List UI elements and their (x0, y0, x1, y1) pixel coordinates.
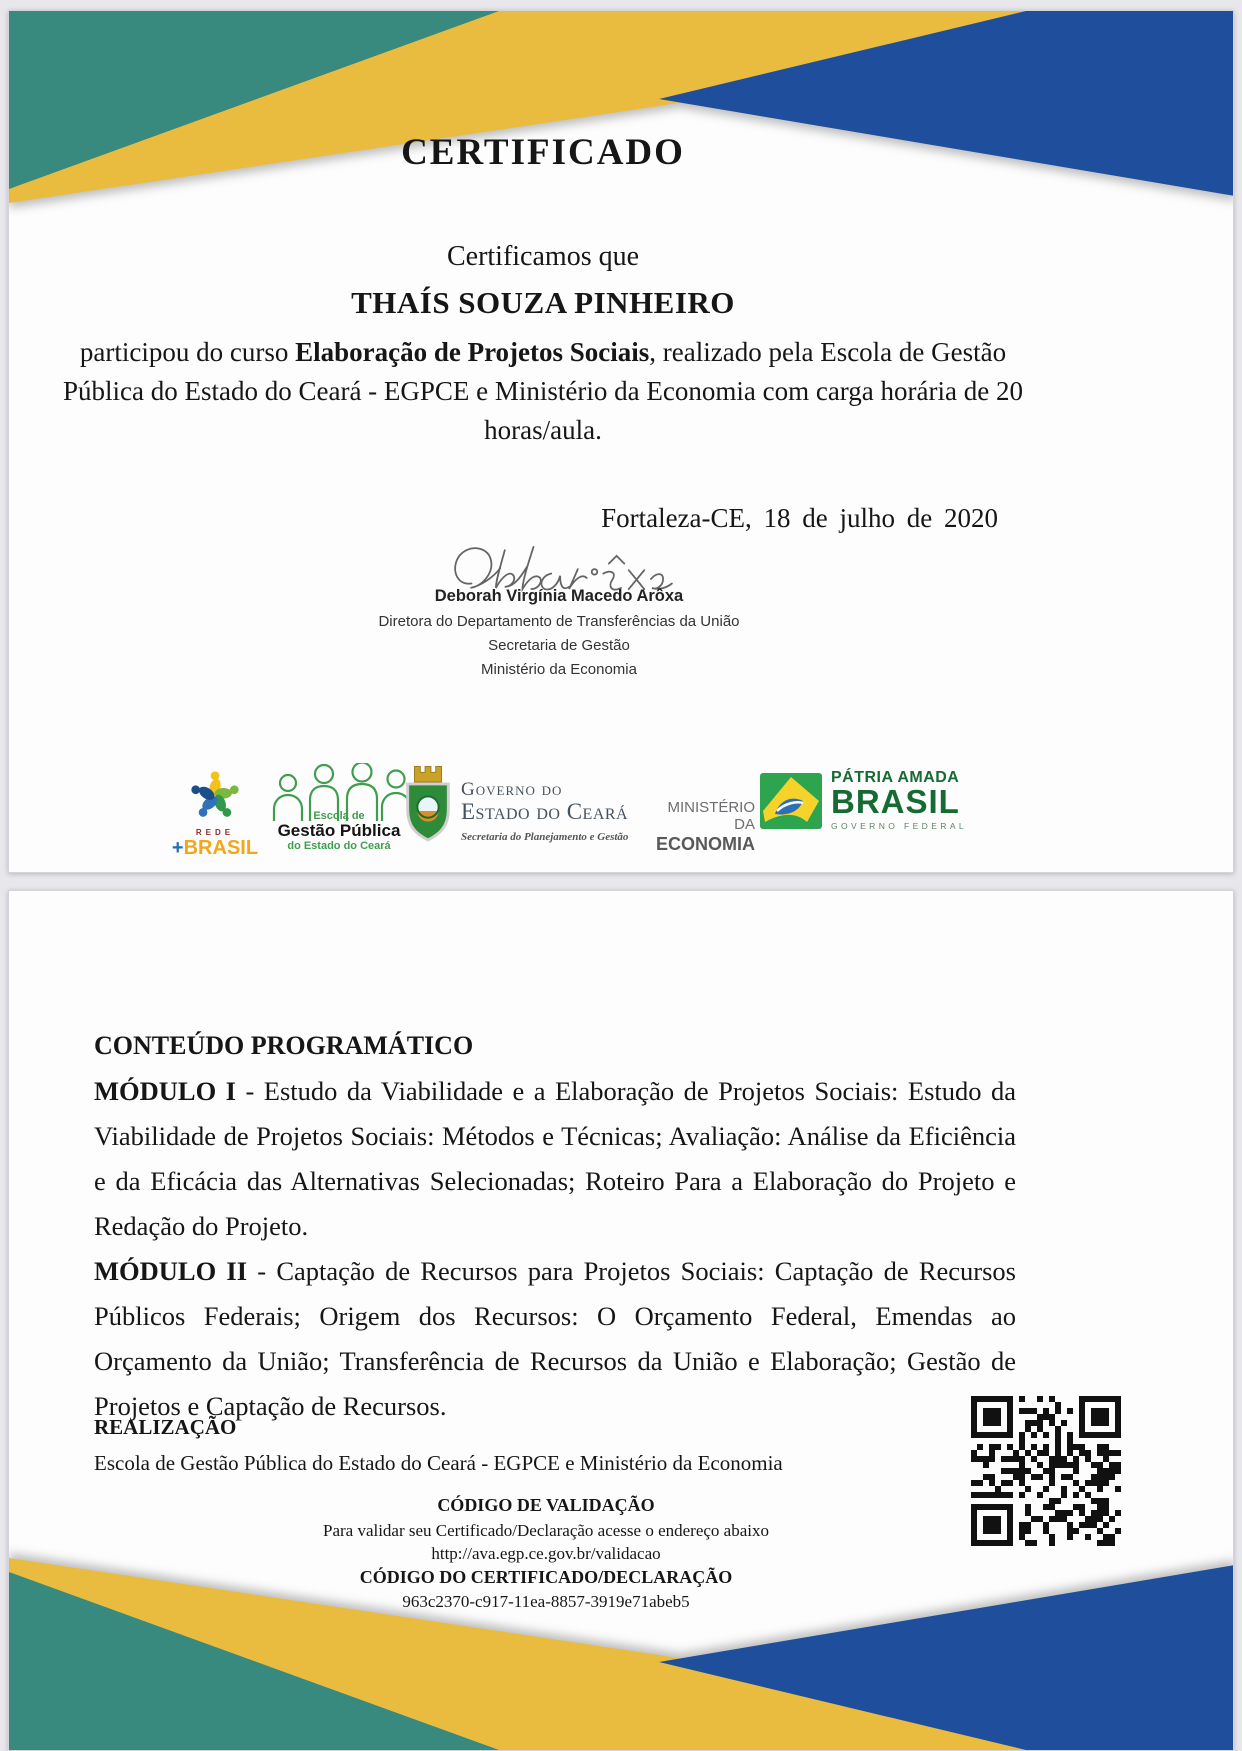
certificate-title: CERTIFICADO (401, 132, 685, 173)
certificate-page-2 (8, 890, 1234, 1751)
logo-ministerio-economia (643, 799, 755, 855)
rede-brasil-star-icon (185, 767, 245, 825)
recipient-name: THAÍS SOUZA PINHEIRO (351, 285, 735, 320)
patria-line-3: GOVERNO FEDERAL (831, 821, 968, 832)
rede-label: REDE (195, 828, 235, 837)
ribbon-decoration-top (9, 11, 1234, 211)
module-2-text: - Captação de Recursos para Projetos Sociais: Captação de Recursos Públicos Federais; Origem dos Recursos: O Orçamento Federal, Emendas ao Orçamento da União; Transferência de Recursos da União e Elaboração; Gestão de Projetos e Captação de Recursos. (94, 1256, 1016, 1421)
governo-subtitle: Secretaria do Planejamento e Gestão (461, 831, 629, 843)
logo-ceara-coat-of-arms (399, 761, 457, 864)
logo-escola-gestao-publica (261, 763, 417, 852)
certificate-body (43, 333, 1043, 450)
module-1-paragraph (94, 1069, 1016, 1249)
realizacao-heading: REALIZAÇÃO (94, 1415, 237, 1439)
validation-instruction: Para validar seu Certificado/Declaração acesse o endereço abaixo (322, 1521, 769, 1540)
body-post: , realizado pela Escola de Gestão Pública do Estado do Ceará - EGPCE e Ministério da Economia com carga horária de 20 horas/aula. (63, 337, 1023, 445)
validation-heading: CÓDIGO DE VALIDAÇÃO (437, 1495, 655, 1515)
certificate-page-1 (8, 10, 1234, 873)
signer-name: Deborah Virgínia Macedo Arôxa (434, 587, 684, 605)
ribbon-decoration-bottom (9, 1550, 1234, 1750)
body-pre: participou do curso (79, 337, 296, 367)
escola-line-3: do Estado do Ceará (287, 839, 391, 852)
module-2-label: MÓDULO II (94, 1256, 248, 1286)
signature-block (9, 537, 1109, 678)
ministerio-line-2: ECONOMIA (656, 834, 755, 854)
logo-governo-ceara (461, 779, 661, 843)
patria-line-2: BRASIL (831, 783, 960, 820)
escola-line-1: Escola de (313, 810, 365, 822)
governo-line-1: Governo do (461, 779, 563, 800)
signer-role-3: Ministério da Economia (481, 661, 637, 678)
logo-patria-amada-brasil (831, 769, 971, 831)
certificate-code-heading: CÓDIGO DO CERTIFICADO/DECLARAÇÃO (359, 1567, 733, 1587)
governo-line-2: Estado do Ceará (461, 799, 629, 824)
module-1-text: - Estudo da Viabilidade e a Elaboração de Projetos Sociais: Estudo da Viabilidade de Projetos Sociais: Métodos e Técnicas; Avaliação: Análise da Eficiência e da Eficácia das Alternativas Selecionadas; Roteiro Para a Elaboração do Projeto e Redação do Projeto. (94, 1076, 1016, 1241)
realizacao-text: Escola de Gestão Pública do Estado do Ceará - EGPCE e Ministério da Economia (94, 1451, 783, 1475)
program-content (94, 1069, 1016, 1429)
ministerio-line-1: MINISTÉRIO DA (667, 799, 755, 833)
brazil-flag-icon (759, 771, 823, 836)
course-name: Elaboração de Projetos Sociais (295, 337, 650, 367)
date-line: Fortaleza-CE, 18 de julho de 2020 (601, 503, 998, 533)
intro-line: Certificamos que (446, 241, 640, 272)
logo-rede-brasil (159, 767, 271, 860)
ceara-shield-icon (399, 761, 457, 859)
signer-role-2: Secretaria de Gestão (488, 637, 630, 654)
module-1-label: MÓDULO I (94, 1076, 236, 1106)
signer-role-1: Diretora do Departamento de Transferências da União (378, 613, 740, 630)
qr-code (971, 1396, 1121, 1546)
escola-line-2: Gestão Pública (277, 821, 401, 840)
patria-line-1: PÁTRIA AMADA (831, 769, 960, 786)
program-content-heading: CONTEÚDO PROGRAMÁTICO (94, 1031, 474, 1060)
validation-url: http://ava.egp.ce.gov.br/validacao (431, 1544, 661, 1563)
brasil-label: +BRASIL (171, 837, 259, 859)
certificate-code: 963c2370-c917-11ea-8857-3919e71abeb5 (402, 1592, 690, 1611)
module-2-paragraph (94, 1249, 1016, 1429)
